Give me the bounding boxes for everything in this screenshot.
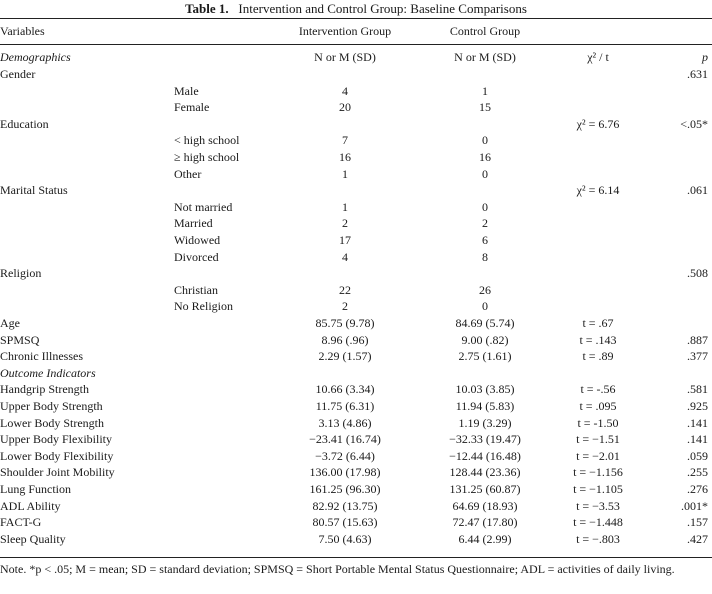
- row-statistic: t = −1.448: [573, 515, 623, 529]
- row-variable: Lower Body Strength: [0, 416, 104, 430]
- table-title: Intervention and Control Group: Baseline Comparisons: [238, 1, 527, 16]
- top-rule: [0, 18, 712, 19]
- table-row: [0, 415, 712, 432]
- row-control-value: 26: [479, 283, 491, 297]
- row-variable: Sleep Quality: [0, 532, 66, 546]
- row-variable: Marital Status: [0, 183, 68, 197]
- row-p-value: .581: [687, 382, 708, 396]
- row-statistic: t = −1.51: [576, 432, 620, 446]
- row-control-value: 6: [482, 233, 488, 247]
- row-statistic: t = .095: [579, 399, 617, 413]
- row-intervention-value: 2: [342, 299, 348, 313]
- header-variables: Variables: [0, 24, 45, 38]
- table-row: [0, 265, 712, 282]
- row-category: < high school: [174, 133, 240, 147]
- row-intervention-value: 82.92 (13.75): [312, 499, 378, 513]
- row-intervention-value: 2: [342, 216, 348, 230]
- row-control-value: 72.47 (17.80): [452, 515, 518, 529]
- row-p-value: .255: [687, 465, 708, 479]
- table-row: [0, 149, 712, 166]
- row-p-value: .157: [687, 515, 708, 529]
- table-row: [0, 348, 712, 365]
- row-p-value: <.05*: [680, 117, 708, 131]
- table-row: [0, 282, 712, 299]
- row-category: Widowed: [174, 233, 221, 247]
- row-p-value: .427: [687, 532, 708, 546]
- table-row: [0, 199, 712, 216]
- table-row: [0, 531, 712, 548]
- row-category: Christian: [174, 283, 218, 297]
- row-control-value: 2.75 (1.61): [458, 349, 512, 363]
- row-control-value: 0: [482, 133, 488, 147]
- table-caption: [0, 1, 712, 16]
- bottom-rule: [0, 557, 712, 558]
- table-row: [0, 315, 712, 332]
- row-category: Other: [174, 167, 202, 181]
- row-variable: Religion: [0, 266, 42, 280]
- table-row: [0, 83, 712, 100]
- row-category: Male: [174, 84, 199, 98]
- table-row: [0, 332, 712, 349]
- row-control-value: −12.44 (16.48): [449, 449, 521, 463]
- row-intervention-value: 2.29 (1.57): [318, 349, 372, 363]
- table-row: [0, 215, 712, 232]
- header-row: [0, 23, 712, 40]
- row-intervention-value: 7.50 (4.63): [318, 532, 372, 546]
- row-intervention-value: 11.75 (6.31): [315, 399, 375, 413]
- row-intervention-value: 16: [339, 150, 351, 164]
- subheader-row: [0, 49, 712, 66]
- table-row: [0, 498, 712, 515]
- row-statistic: t = −.803: [576, 532, 620, 546]
- table-note: Note. *p < .05; M = mean; SD = standard deviation; SPMSQ = Short Portable Mental Status Questionnaire; ADL = activities of daily living.: [0, 562, 675, 576]
- table-row: [0, 166, 712, 183]
- row-variable: Outcome Indicators: [0, 366, 96, 380]
- row-intervention-value: 1: [342, 200, 348, 214]
- row-variable: Gender: [0, 67, 36, 81]
- row-control-value: 15: [479, 100, 491, 114]
- row-p-value: .061: [687, 183, 708, 197]
- row-intervention-value: 17: [339, 233, 351, 247]
- row-intervention-value: 20: [339, 100, 351, 114]
- row-variable: Chronic Illnesses: [0, 349, 83, 363]
- row-category: ≥ high school: [174, 150, 240, 164]
- row-control-value: 9.00 (.82): [461, 333, 509, 347]
- row-variable: Upper Body Strength: [0, 399, 103, 413]
- row-category: Female: [174, 100, 210, 114]
- row-statistic: χ² = 6.76: [576, 117, 620, 131]
- header-control: Control Group: [449, 24, 521, 38]
- row-intervention-value: 10.66 (3.34): [315, 382, 375, 396]
- row-statistic: t = −3.53: [576, 499, 620, 513]
- table-row: [0, 182, 712, 199]
- row-intervention-value: 85.75 (9.78): [315, 316, 375, 330]
- row-p-value: .141: [687, 416, 708, 430]
- row-p-value: .508: [687, 266, 708, 280]
- row-p-value: .887: [687, 333, 708, 347]
- row-variable: Shoulder Joint Mobility: [0, 465, 115, 479]
- row-p-value: .631: [687, 67, 708, 81]
- row-variable: FACT-G: [0, 515, 42, 529]
- row-control-value: 131.25 (60.87): [449, 482, 521, 496]
- row-intervention-value: 7: [342, 133, 348, 147]
- row-p-value: .001*: [681, 499, 708, 513]
- table-row: [0, 431, 712, 448]
- table-row: [0, 398, 712, 415]
- row-control-value: 6.44 (2.99): [458, 532, 512, 546]
- table-row: [0, 132, 712, 149]
- row-control-value: 0: [482, 299, 488, 313]
- row-control-value: 64.69 (18.93): [452, 499, 518, 513]
- row-variable: Age: [0, 316, 20, 330]
- table-row: [0, 365, 712, 382]
- row-category: No Religion: [174, 299, 233, 313]
- subheader-p: p: [702, 50, 708, 64]
- row-p-value: .276: [687, 482, 708, 496]
- row-variable: SPMSQ: [0, 333, 40, 347]
- table-row: [0, 66, 712, 83]
- row-statistic: t = -1.50: [577, 416, 619, 430]
- row-intervention-value: 1: [342, 167, 348, 181]
- table-row: [0, 99, 712, 116]
- row-intervention-value: 136.00 (17.98): [309, 465, 381, 479]
- row-intervention-value: 4: [342, 250, 348, 264]
- row-statistic: t = −1.105: [573, 482, 623, 496]
- row-control-value: 0: [482, 167, 488, 181]
- row-intervention-value: −3.72 (6.44): [315, 449, 375, 463]
- table-row: [0, 514, 712, 531]
- row-control-value: 1.19 (3.29): [458, 416, 512, 430]
- row-control-value: 128.44 (23.36): [449, 465, 521, 479]
- row-variable: Handgrip Strength: [0, 382, 89, 396]
- row-intervention-value: 8.96 (.96): [321, 333, 369, 347]
- subheader-stat: χ² / t: [587, 50, 609, 64]
- row-control-value: 0: [482, 200, 488, 214]
- row-control-value: 11.94 (5.83): [455, 399, 515, 413]
- row-variable: ADL Ability: [0, 499, 61, 513]
- row-intervention-value: −23.41 (16.74): [309, 432, 381, 446]
- row-statistic: t = .89: [582, 349, 614, 363]
- row-control-value: 1: [482, 84, 488, 98]
- header-intervention: Intervention Group: [298, 24, 392, 38]
- row-control-value: 8: [482, 250, 488, 264]
- table-row: [0, 116, 712, 133]
- row-intervention-value: 22: [339, 283, 351, 297]
- row-statistic: χ² = 6.14: [576, 183, 620, 197]
- row-intervention-value: 3.13 (4.86): [318, 416, 372, 430]
- row-variable: Lower Body Flexibility: [0, 449, 114, 463]
- row-variable: Lung Function: [0, 482, 71, 496]
- subheader-control: N or M (SD): [454, 50, 516, 64]
- row-p-value: .141: [687, 432, 708, 446]
- row-category: Married: [174, 216, 213, 230]
- row-p-value: .059: [687, 449, 708, 463]
- row-intervention-value: 4: [342, 84, 348, 98]
- row-intervention-value: 161.25 (96.30): [309, 482, 381, 496]
- row-control-value: 84.69 (5.74): [455, 316, 515, 330]
- row-intervention-value: 80.57 (15.63): [312, 515, 378, 529]
- subheader-intervention: N or M (SD): [314, 50, 376, 64]
- table-label: Table 1.: [185, 1, 229, 16]
- row-statistic: t = −2.01: [576, 449, 620, 463]
- row-statistic: t = .67: [582, 316, 614, 330]
- table-row: [0, 249, 712, 266]
- header-rule: [0, 44, 712, 45]
- row-p-value: .925: [687, 399, 708, 413]
- row-control-value: 10.03 (3.85): [455, 382, 515, 396]
- table-row: [0, 464, 712, 481]
- row-statistic: t = -.56: [580, 382, 616, 396]
- section-demographics: Demographics: [0, 50, 71, 64]
- row-variable: Upper Body Flexibility: [0, 432, 112, 446]
- row-control-value: 16: [479, 150, 491, 164]
- row-variable: Education: [0, 117, 49, 131]
- table-row: [0, 481, 712, 498]
- row-p-value: .377: [687, 349, 708, 363]
- row-statistic: t = .143: [579, 333, 617, 347]
- table-row: [0, 298, 712, 315]
- row-control-value: 2: [482, 216, 488, 230]
- row-statistic: t = −1.156: [573, 465, 623, 479]
- row-control-value: −32.33 (19.47): [449, 432, 521, 446]
- row-category: Divorced: [174, 250, 219, 264]
- table-row: [0, 232, 712, 249]
- row-category: Not married: [174, 200, 233, 214]
- table-row: [0, 448, 712, 465]
- table-row: [0, 381, 712, 398]
